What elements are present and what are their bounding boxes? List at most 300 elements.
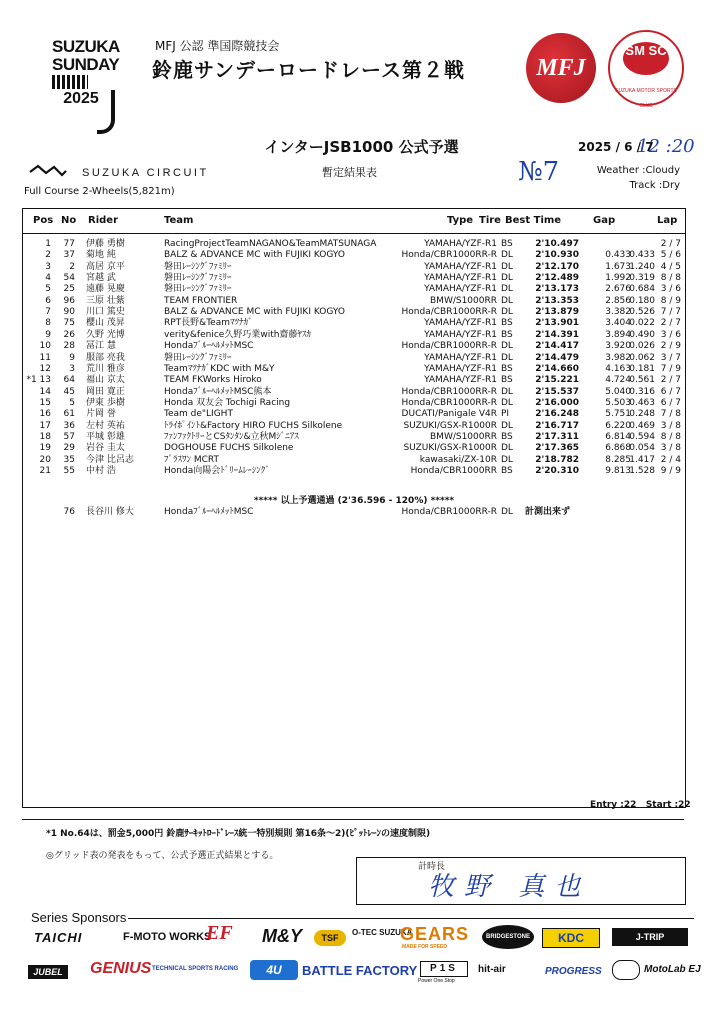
cell-rider: 中村 浩 — [86, 466, 116, 476]
cell-gap2: 0.181 — [629, 363, 655, 374]
cell-gap1: 5.751 — [605, 409, 631, 420]
cell-lap: 7 / 9 — [660, 363, 681, 374]
cell-gap1: 6.868 — [605, 443, 631, 454]
sponsor-ef: EF — [206, 922, 233, 944]
result-status: 暫定結果表 — [322, 166, 377, 179]
cell-rider: 菊地 純 — [86, 250, 116, 261]
sponsor-tsr: TECHNICAL SPORTS RACING — [152, 966, 239, 972]
logo-line2: SUNDAY — [52, 55, 120, 74]
cell-lap: 8 / 9 — [660, 295, 681, 306]
col-tire: Tire — [479, 215, 501, 226]
organizer: MFJ 公認 準国際競技会 — [155, 39, 280, 53]
cell-team: Honda 双友会 Tochigi Racing — [164, 397, 291, 408]
cell-no: 28 — [63, 341, 75, 352]
cell-pos: 15 — [39, 397, 51, 408]
cell-gap2: 0.469 — [629, 420, 655, 431]
cell-type: Honda/CBR1000RR-R — [401, 397, 497, 408]
cell-team: BALZ & ADVANCE MC with FUJIKI KOGYO — [164, 250, 345, 261]
cell-rider: 片岡 誉 — [86, 409, 116, 420]
cell-no: 36 — [63, 420, 75, 431]
cell-gap2: 0.490 — [629, 329, 655, 340]
cell-tire: DL — [501, 352, 513, 363]
cell-lap: 8 / 8 — [660, 431, 681, 442]
cell-lap: 2 / 7 — [660, 375, 681, 386]
cell-type: YAMAHA/YZF-R1 — [424, 239, 497, 249]
cell-team: BALZ & ADVANCE MC with FUJIKI KOGYO — [164, 307, 345, 318]
cell-rider: 冨江 慧 — [86, 341, 116, 352]
cell-pos: 21 — [39, 466, 51, 476]
cell-best: 2'13.353 — [535, 295, 579, 306]
sponsor-progress: PROGRESS — [545, 966, 602, 977]
cell-best: 2'13.901 — [535, 318, 579, 329]
cell-type: kawasaki/ZX-10R — [419, 454, 497, 465]
cell-best: 2'14.391 — [535, 329, 579, 340]
sponsor-fmoto: F-MOTO WORKS — [123, 931, 212, 943]
cell-tire: BS — [501, 431, 513, 442]
cell-type: Honda/CBR1000RR-R — [401, 341, 497, 352]
cell-type: BMW/S1000RR — [430, 295, 497, 306]
cell-pos: 2 — [45, 250, 51, 261]
cell-gap2: 0.526 — [629, 307, 655, 318]
date: 2025 / 6 / 7 — [578, 140, 654, 154]
sponsors-divider — [128, 918, 694, 919]
cell-pos: *1 13 — [26, 375, 51, 386]
table-row — [23, 466, 685, 477]
table-row — [23, 250, 685, 261]
cell-lap: 5 / 6 — [660, 250, 681, 261]
table-row — [23, 364, 685, 375]
col-type: Type — [447, 215, 474, 226]
sponsor-otec: O-TEC SUZUKA — [352, 928, 413, 937]
cell-rider: 宮越 武 — [86, 273, 116, 284]
cell-pos: 1 — [45, 239, 51, 249]
sponsor-hitair: hit-air — [478, 964, 506, 975]
cell-lap: 2 / 7 — [660, 318, 681, 329]
cell-lap: 9 / 9 — [660, 466, 681, 476]
cell-team: HondaﾌﾞﾙｰﾍﾙﾒｯﾄMSC — [164, 341, 254, 352]
cell-best: 2'15.221 — [535, 375, 579, 386]
smsc-logo-text: SM SC — [623, 42, 669, 75]
cell-type: YAMAHA/YZF-R1 — [424, 284, 497, 295]
cell-pos: 8 — [45, 318, 51, 329]
dnq-note: 計測出来ず — [525, 507, 571, 517]
signature-label: 計時長 — [418, 862, 446, 872]
sponsors-title: Series Sponsors — [31, 910, 127, 925]
cell-lap: 4 / 5 — [660, 261, 681, 272]
sponsor-4u: 4U — [250, 960, 298, 980]
cell-rider: 左村 英祐 — [86, 420, 125, 431]
cell-no: 37 — [63, 250, 75, 261]
cell-no: 29 — [63, 443, 75, 454]
dnq-tire: DL — [501, 507, 513, 517]
cell-no: 64 — [63, 375, 75, 386]
mfj-logo: MFJ — [526, 33, 596, 103]
cell-no: 57 — [63, 431, 75, 442]
cell-no: 25 — [63, 284, 75, 295]
cell-pos: 14 — [39, 386, 51, 397]
cell-team: verity&fenice久野巧業with齋藤ﾔｽｶ — [164, 329, 311, 340]
cell-gap2: 0.594 — [629, 431, 655, 442]
cell-tire: DL — [501, 420, 513, 431]
cell-rider: 福山 京太 — [86, 375, 125, 386]
cell-tire: BS — [501, 329, 513, 340]
event-title: 鈴鹿サンデーロードレース第２戦 — [152, 58, 465, 82]
logo-stripes — [52, 75, 88, 89]
sponsor-genius: GENIUS — [90, 960, 152, 977]
table-row — [23, 262, 685, 273]
cell-gap1: 3.894 — [605, 329, 631, 340]
dnq-team: HondaﾌﾞﾙｰﾍﾙﾒｯﾄMSC — [164, 507, 254, 517]
track-condition: Track :Dry — [629, 180, 680, 191]
suzuka-circuit-icon — [28, 163, 68, 179]
cell-no: 77 — [63, 239, 75, 249]
cell-best: 2'18.782 — [535, 454, 579, 465]
cell-gap2: 0.316 — [629, 386, 655, 397]
cell-team: HondaﾌﾞﾙｰﾍﾙﾒｯﾄMSC熊本 — [164, 386, 272, 397]
cell-gap1: 5.040 — [605, 386, 631, 397]
weather: Weather :Cloudy — [596, 165, 680, 176]
cell-team: TEAM FKWorks Hiroko — [164, 375, 262, 386]
sponsor-p1s: P1S — [420, 961, 468, 977]
cell-gap1: 1.673 — [605, 261, 631, 272]
cell-best: 2'14.417 — [535, 341, 579, 352]
table-row — [23, 296, 685, 307]
cell-team: Team de"LIGHT — [164, 409, 233, 420]
cell-team: RPT長野&Teamﾏﾂﾅｶﾞ — [164, 318, 253, 329]
sponsor-taichi: TAICHI — [34, 930, 83, 945]
cell-lap: 6 / 7 — [660, 386, 681, 397]
cell-no: 75 — [63, 318, 75, 329]
document-title: インターJSB1000 公式予選 — [264, 138, 459, 156]
start-count: Start :22 — [645, 800, 691, 810]
cell-tire: DL — [501, 295, 513, 306]
cell-tire: DL — [501, 273, 513, 284]
cell-best: 2'16.000 — [535, 397, 579, 408]
sponsor-tsf: TSF — [314, 930, 346, 946]
entry-start-count — [590, 800, 691, 810]
cell-type: YAMAHA/YZF-R1 — [424, 375, 497, 386]
cell-lap: 3 / 8 — [660, 443, 681, 454]
cell-type: YAMAHA/YZF-R1 — [424, 352, 497, 363]
motolab-icon — [612, 960, 640, 980]
signature: 牧野 真也 — [428, 872, 591, 902]
table-row — [23, 398, 685, 409]
cell-rider: 久野 光博 — [86, 329, 125, 340]
cell-gap2: 0.054 — [629, 443, 655, 454]
cell-gap2: 0.248 — [629, 409, 655, 420]
cell-best: 2'17.311 — [535, 431, 579, 442]
cell-type: YAMAHA/YZF-R1 — [424, 273, 497, 284]
cell-no: 3 — [69, 363, 75, 374]
cell-gap1: 3.982 — [605, 352, 631, 363]
cell-rider: 櫻山 茂昇 — [86, 318, 125, 329]
cell-tire: BS — [501, 239, 513, 249]
cell-gap1: 1.992 — [605, 273, 631, 284]
sponsor-jtrip: J-TRIP — [612, 928, 688, 946]
cell-gap2: 1.528 — [629, 466, 655, 476]
cell-no: 26 — [63, 329, 75, 340]
cell-best: 2'16.717 — [535, 420, 579, 431]
cell-team: TEAM FRONTIER — [164, 295, 238, 306]
cell-gap1: 9.813 — [605, 466, 631, 476]
cell-no: 9 — [69, 352, 75, 363]
cell-pos: 9 — [45, 329, 51, 340]
logo-line1: SUZUKA — [52, 37, 120, 56]
sponsor-jubel: JUBEL — [28, 965, 68, 979]
cell-lap: 7 / 8 — [660, 409, 681, 420]
cell-no: 5 — [69, 397, 75, 408]
cell-type: YAMAHA/YZF-R1 — [424, 261, 497, 272]
cell-team: DOGHOUSE FUCHS Silkolene — [164, 443, 294, 454]
sponsor-battle-factory: BATTLE FACTORY — [302, 963, 418, 978]
cell-no: 54 — [63, 273, 75, 284]
dnq-rider: 長谷川 修大 — [86, 507, 134, 517]
dnq-row — [23, 507, 685, 518]
dnq-type: Honda/CBR1000RR-R — [401, 507, 497, 517]
cell-rider: 岩谷 圭太 — [86, 443, 125, 454]
cell-gap2: 0.022 — [629, 318, 655, 329]
cell-lap: 3 / 8 — [660, 420, 681, 431]
cell-team: ﾄﾗｲﾎﾟｲﾝﾄ&Factory HIRO FUCHS Silkolene — [164, 420, 343, 431]
handwritten-time: 12 :20 — [637, 136, 695, 157]
table-row — [23, 421, 685, 432]
cell-pos: 5 — [45, 284, 51, 295]
cell-no: 61 — [63, 409, 75, 420]
cell-gap2: 0.319 — [629, 273, 655, 284]
cell-gap1: 8.285 — [605, 454, 631, 465]
cell-gap1: 2.856 — [605, 295, 631, 306]
cell-type: Honda/CBR1000RR-R — [401, 386, 497, 397]
cell-rider: 服部 亮我 — [86, 352, 125, 363]
cell-team: ﾌｧﾝﾌｧｸﾄﾘｰとCSﾀﾝﾀﾝ&立秋Mｼﾞﾆｱｽ — [164, 431, 299, 442]
table-row — [23, 443, 685, 454]
cell-gap2: 1.240 — [629, 261, 655, 272]
cell-team: 磐田ﾚｰｼﾝｸﾞﾌｧﾐﾘｰ — [164, 261, 232, 272]
cell-tire: DL — [501, 397, 513, 408]
cell-pos: 10 — [39, 341, 51, 352]
grid-note: ◎グリッド表の発表をもって、公式予選正式結果とする。 — [46, 851, 279, 861]
cell-gap2: 1.417 — [629, 454, 655, 465]
cell-gap2: 0.561 — [629, 375, 655, 386]
course-info: Full Course 2-Wheels(5,821m) — [24, 186, 175, 197]
cell-pos: 16 — [39, 409, 51, 420]
cell-gap2: 0.463 — [629, 397, 655, 408]
cell-best: 2'10.497 — [535, 239, 579, 249]
cell-pos: 17 — [39, 420, 51, 431]
logo-year: 2025 — [63, 90, 99, 107]
cell-lap: 3 / 7 — [660, 352, 681, 363]
cell-tire: DL — [501, 261, 513, 272]
sponsor-kdc: KDC — [542, 928, 600, 948]
cell-no: 45 — [63, 386, 75, 397]
col-lap: Lap — [657, 215, 678, 226]
cell-lap: 2 / 9 — [660, 341, 681, 352]
cell-team: TeamﾏﾂﾅｶﾞKDC with M&Y — [164, 363, 275, 374]
cell-best: 2'12.170 — [535, 261, 579, 272]
cell-type: BMW/S1000RR — [430, 431, 497, 442]
cell-best: 2'10.930 — [535, 250, 579, 261]
circuit-name: SUZUKA CIRCUIT — [82, 167, 209, 179]
smsc-logo — [608, 30, 684, 109]
cell-type: Honda/CBR1000RR-R — [401, 307, 497, 318]
sponsor-p1s-sub: Power One Stop — [418, 978, 455, 984]
cell-best: 2'14.479 — [535, 352, 579, 363]
table-row — [23, 330, 685, 341]
cell-rider: 今津 比呂志 — [86, 454, 134, 465]
cell-rider: 伊藤 勇樹 — [86, 239, 125, 249]
cell-tire: BS — [501, 318, 513, 329]
cell-best: 2'15.537 — [535, 386, 579, 397]
cell-lap: 6 / 7 — [660, 397, 681, 408]
cell-gap1: 6.814 — [605, 431, 631, 442]
entry-separator — [22, 806, 684, 820]
cell-rider: 岡田 寛正 — [86, 386, 125, 397]
cell-lap: 2 / 4 — [660, 454, 681, 465]
cell-pos: 4 — [45, 273, 51, 284]
cell-rider: 遠藤 晃慶 — [86, 284, 125, 295]
cell-tire: DL — [501, 386, 513, 397]
qualifying-cutoff: ***** 以上予選通過 (2'36.596 - 120%) ***** — [253, 496, 455, 506]
cell-gap1: 5.503 — [605, 397, 631, 408]
table-row — [23, 273, 685, 284]
cell-type: Honda/CBR1000RR-R — [401, 250, 497, 261]
sponsor-gears: GEARS — [400, 924, 470, 944]
cell-best: 2'12.489 — [535, 273, 579, 284]
cell-tire: DL — [501, 250, 513, 261]
table-header — [23, 209, 685, 234]
col-rider: Rider — [88, 215, 118, 226]
cell-tire: DL — [501, 341, 513, 352]
cell-rider: 三原 壮紫 — [86, 295, 125, 306]
cell-tire: DL — [501, 454, 513, 465]
cell-no: 55 — [63, 466, 75, 476]
cell-type: DUCATI/Panigale V4R — [401, 409, 497, 420]
cell-tire: DL — [501, 307, 513, 318]
cell-rider: 川口 篤史 — [86, 307, 125, 318]
cell-lap: 7 / 7 — [660, 307, 681, 318]
cell-type: YAMAHA/YZF-R1 — [424, 318, 497, 329]
cell-tire: DL — [501, 443, 513, 454]
cell-team: ﾌﾟﾗｽﾜﾝ MCRT — [164, 454, 220, 465]
results-table — [22, 208, 686, 808]
table-row — [23, 387, 685, 398]
sponsor-bridgestone: BRIDGESTONE — [482, 925, 534, 949]
cell-no: 2 — [69, 261, 75, 272]
cell-tire: BS — [501, 363, 513, 374]
cell-pos: 19 — [39, 443, 51, 454]
table-row — [23, 284, 685, 295]
cell-rider: 高居 京平 — [86, 261, 125, 272]
cell-team: 磐田ﾚｰｼﾝｸﾞﾌｧﾐﾘｰ — [164, 284, 232, 295]
cell-type: YAMAHA/YZF-R1 — [424, 363, 497, 374]
cell-gap1: 3.920 — [605, 341, 631, 352]
cell-gap2: 0.180 — [629, 295, 655, 306]
cell-best: 2'13.879 — [535, 307, 579, 318]
col-pos: Pos — [33, 215, 54, 226]
cell-gap2: 0.026 — [629, 341, 655, 352]
sponsor-gears-sub: MADE FOR SPEED — [402, 944, 448, 950]
cell-team: Honda向陽会ﾄﾞﾘｰﾑﾚｰｼﾝｸﾞ — [164, 466, 270, 476]
smsc-logo-ring: SUZUKA MOTOR SPORTS CLUB — [615, 88, 677, 109]
table-row — [23, 375, 685, 386]
cell-team: RacingProjectTeamNAGANO&TeamMATSUNAGA — [164, 239, 377, 249]
col-gap: Gap — [593, 215, 616, 226]
table-row — [23, 307, 685, 318]
cell-rider: 荒川 雅彦 — [86, 363, 125, 374]
table-row — [23, 239, 685, 250]
cell-best: 2'14.660 — [535, 363, 579, 374]
cell-no: 90 — [63, 307, 75, 318]
cell-no: 96 — [63, 295, 75, 306]
col-team: Team — [164, 215, 194, 226]
cell-gap1: 3.382 — [605, 307, 631, 318]
cell-team: 磐田ﾚｰｼﾝｸﾞﾌｧﾐﾘｰ — [164, 273, 232, 284]
cell-gap1: 4.163 — [605, 363, 631, 374]
col-no: No — [61, 215, 77, 226]
cell-team: 磐田ﾚｰｼﾝｸﾞﾌｧﾐﾘｰ — [164, 352, 232, 363]
logo-hook-shape — [97, 90, 115, 134]
suzuka-sunday-logo — [52, 38, 132, 126]
cell-rider: 伊東 歩樹 — [86, 397, 125, 408]
cell-lap: 2 / 7 — [660, 239, 681, 249]
table-row — [23, 409, 685, 420]
cell-pos: 6 — [45, 295, 51, 306]
cell-best: 2'17.365 — [535, 443, 579, 454]
table-row — [23, 455, 685, 466]
sponsor-motolab: MotoLab EJ — [644, 964, 701, 975]
entry-count: Entry :22 — [590, 800, 637, 810]
cell-gap1: 3.404 — [605, 318, 631, 329]
cell-best: 2'16.248 — [535, 409, 579, 420]
col-best: Best Time — [505, 215, 562, 226]
sponsor-my: M&Y — [262, 926, 302, 946]
cell-type: SUZUKI/GSX-R1000R — [403, 420, 497, 431]
penalty-note: *1 No.64は、罰金5,000円 鈴鹿ｻｰｷｯﾄﾛｰﾄﾞﾚｰｽ統一特別規則 第16条～2)(ﾋﾟｯﾄﾚｰﾝの速度制限) — [46, 829, 431, 839]
cell-pos: 18 — [39, 431, 51, 442]
cell-rider: 平城 彰雄 — [86, 431, 125, 442]
cell-lap: 3 / 6 — [660, 329, 681, 340]
table-row — [23, 318, 685, 329]
cell-gap1: 6.220 — [605, 420, 631, 431]
cell-gap1: 0.433 — [605, 250, 631, 261]
cell-type: SUZUKI/GSX-R1000R — [403, 443, 497, 454]
cell-lap: 8 / 8 — [660, 273, 681, 284]
sheet-number: №7 — [518, 157, 560, 187]
cell-type: YAMAHA/YZF-R1 — [424, 329, 497, 340]
cell-tire: PI — [501, 409, 510, 420]
table-row — [23, 432, 685, 443]
table-row — [23, 341, 685, 352]
cell-gap1: 4.724 — [605, 375, 631, 386]
cell-pos: 7 — [45, 307, 51, 318]
cell-gap2: 0.433 — [629, 250, 655, 261]
cell-tire: BS — [501, 466, 513, 476]
cell-pos: 11 — [39, 352, 51, 363]
cell-gap1: 2.676 — [605, 284, 631, 295]
table-row — [23, 353, 685, 364]
cell-tire: DL — [501, 284, 513, 295]
cell-tire: BS — [501, 375, 513, 386]
cell-best: 2'20.310 — [535, 466, 579, 476]
cell-gap2: 0.062 — [629, 352, 655, 363]
cell-pos: 20 — [39, 454, 51, 465]
dnq-no: 76 — [63, 507, 75, 517]
cell-best: 2'13.173 — [535, 284, 579, 295]
cell-gap2: 0.684 — [629, 284, 655, 295]
cell-no: 35 — [63, 454, 75, 465]
cell-type: Honda/CBR1000RR — [410, 466, 497, 476]
cell-lap: 3 / 6 — [660, 284, 681, 295]
